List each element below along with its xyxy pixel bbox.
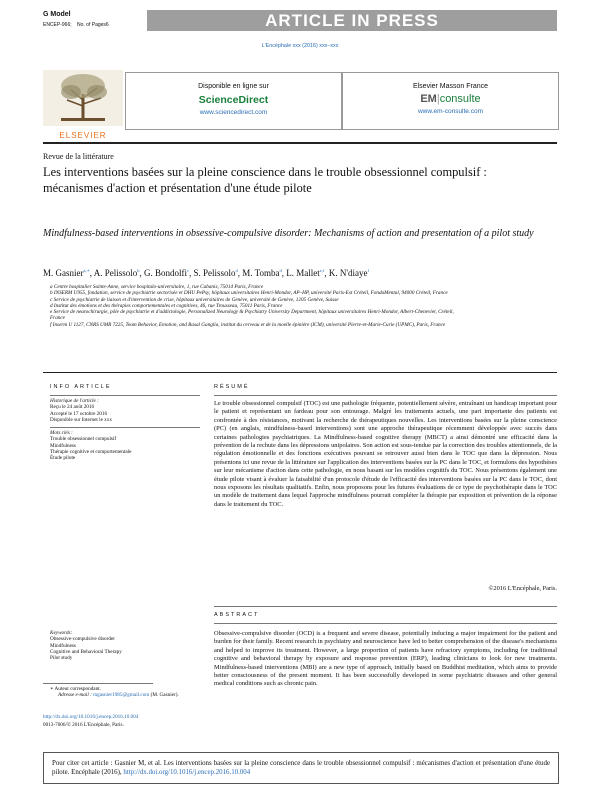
author-sup: d: [279, 268, 282, 273]
elsevier-wordmark: ELSEVIER: [59, 131, 107, 140]
sciencedirect-link[interactable]: www.sciencedirect.com: [199, 109, 268, 116]
affiliation: e Service de neurochirurgie, pôle de psychiatrie et d'addictologie, Personalized Neurology & Psychiatry University Department, hôpitaux universitaires Henri-Mondor, Albert-Chenevier, Créteil, France: [50, 309, 454, 322]
issn-line: 0013-7006/© 2016 L'Encéphale, Paris.: [43, 722, 124, 728]
author[interactable]: L. Mallet: [286, 268, 320, 278]
author-sup: a,∗: [83, 268, 90, 273]
emconsulte-box: [342, 72, 559, 130]
author[interactable]: K. N'diaye: [328, 268, 368, 278]
doi-link[interactable]: http://dx.doi.org/10.1016/j.encep.2016.10.004: [43, 714, 139, 720]
author-sup: b: [137, 268, 140, 273]
email-owner: (M. Gasnier).: [150, 692, 179, 699]
keyword-fr: Mindfulness: [50, 442, 76, 449]
consulte-brand-part: consulte: [439, 93, 481, 105]
available-online-label: Disponible en ligne sur: [198, 83, 269, 90]
author-sup: d: [235, 268, 238, 273]
resume-rule: [214, 395, 557, 396]
author[interactable]: G. Bondolfi: [143, 268, 187, 278]
keywords-block: [50, 630, 200, 661]
history-item: Disponible sur Internet le xxx: [50, 416, 112, 423]
motscles-label: Mots clés :: [50, 430, 73, 436]
author[interactable]: S. Pelissolo: [193, 268, 236, 278]
info-heading: INFO ARTICLE: [50, 384, 112, 390]
resume-copyright: ©2016 L'Encéphale, Paris.: [488, 585, 557, 592]
article-title-fr: Les interventions basées sur la pleine conscience dans le trouble obsessionnel compulsif : mécanismes d'action et présentation d'une étude pilote: [43, 165, 487, 195]
cite-text: [52, 759, 550, 777]
affiliation: c Service de psychiatrie de liaison et d'intervention de crise, hôpitaux universitaires de Genève, université de Genève, 1205 Genève, Suisse: [50, 296, 339, 303]
history-rule: [50, 427, 200, 428]
journal-code-text: ENCEP-966;: [43, 22, 72, 28]
affiliation: b INSERM U955, fondation, service de psychiatrie sectorisée et DHU PePsy, hôpitaux universitaires Henri-Mondor, AP–HP, université Paris-Est Créteil, FondaMental, 94000 Créteil, France: [50, 290, 448, 297]
corresponding-author-note: ∗ Auteur correspondant.: [50, 686, 101, 692]
em-brand-part: EM: [420, 93, 437, 105]
resume-heading: RÉSUMÉ: [214, 384, 250, 390]
keyword-fr: Thérapie cognitive et comportementale: [50, 448, 132, 455]
author-sup: f: [367, 268, 369, 273]
cite-doi-link[interactable]: http://dx.doi.org/10.1016/j.encep.2016.10.004: [123, 769, 251, 776]
sciencedirect-box: [125, 72, 342, 130]
affiliation: f Inserm U 1127, CNRS UMR 7225, Team Behavior, Emotion, and Basal Ganglia, institut du cerveau et de la moelle épinière (ICM), université Pierre-et-Marie-Curie (UPMC), Paris, France: [50, 321, 446, 328]
resume-text: Le trouble obsessionnel compulsif (TOC) est une pathologie fréquente, potentiellement sévère, entraînant un handicap important pour le patient et représentant un fardeau pour son entourage. Malgré les traitements actuels, une part importante des patients est confrontée à des résistances, motivant la recherche de thérapeutiques nouvelles. Les interventions basées sur la pleine conscience (PC) (en anglais, mindfulness-based interventions) sont une approche thérapeutique récemment développée avec succès dans certaines pathologies psychiatriques. La Mindfulness-based cognitive therapy (MBCT) a ainsi démontré une efficacité dans la prévention de la rechute dans les dépressions unipolaires. Son action est sous-tendue par la correction des troubles attentionnels, de la régulation émotionnelle et des fonctions exécutives pouvant se retrouver aussi bien dans le TOC que dans la dépression. Nous présentons ici une revue de la littérature sur l'application des interventions basées sur la PC dans le TOC, et formulons des hypothèses sur leur mécanisme d'action dans cette pathologie, en nous basant sur les modèles cognitifs du TOC. Nous présentons également une étude pilote visant à évaluer la faisabilité d'un protocole d'étude de l'efficacité des interventions basées sur la PC dans le TOC, dont nous exposons les résultats qualitatifs. Enfin, nous proposons pour les futures évaluations de ce type de psychothérapie dans le TOC un modèle de traitement dans lequel l'approche mindfulness pourrait compléter la thérapie par exposition et prévention de la réponse dans le traitement du TOC.: [214, 400, 557, 508]
abstract-text: Obsessive-compulsive disorder (OCD) is a frequent and severe disease, potentially inducing a major impairment for the patient and burden for their family. Recent research in psychiatry and neuroscience have led to better comprehension of the disease's mechanisms and helped to improve its treatment. However, a large proportion of patients have refractory symptoms, including for traditional cognitive and behavioral therapy by exposure and response prevention (ERP), leading clinicians to look for new treatments. Mindfulness-based interventions (MBI) are a new type of approach, initially based on Buddhist meditation, which aims to provide better consciousness of the present moment. It has been successfully developed in some psychiatric diseases and other general medical conditions such as chronic pain.: [214, 630, 557, 688]
article-title-en: Mindfulness-based interventions in obsessive-compulsive disorder: Mechanisms of action and presentation of a pilot study: [43, 228, 534, 239]
gmodel-label: G Model: [43, 11, 71, 18]
keyword-en: Pilot study: [50, 655, 73, 662]
info-rule: [50, 395, 200, 396]
footnotes: [50, 686, 450, 699]
keyword-en: Mindfulness: [50, 642, 76, 649]
abstract-heading: ABSTRACT: [214, 612, 260, 618]
author[interactable]: A. Pelissolo: [93, 268, 138, 278]
journal-code: [43, 22, 109, 28]
abstract-rule: [214, 623, 557, 624]
header-divider: [43, 142, 557, 144]
cite-box: [43, 752, 559, 784]
keyword-en: Cognitive and Behavioral Therapy: [50, 648, 122, 655]
journal-citation-line: L'Encéphale xxx (2016) xxx–xxx: [261, 43, 339, 49]
cite-lead: Pour citer cet article : Gasnier M, et al. Les interventions basées sur la pleine conscience dans le trouble obsessionnel compulsif : mécanismes d'action et présentation d'une étude pilote. Encéphale (2016),: [52, 760, 550, 776]
email-label: Adresse e-mail :: [58, 692, 92, 699]
sciencedirect-brand: ScienceDirect: [198, 94, 269, 106]
keyword-en: Obsessive-compulsive disorder: [50, 636, 115, 643]
history-label: Historique de l'article :: [50, 398, 99, 404]
emconsulte-brand: [343, 93, 558, 105]
keyword-fr: Trouble obsessionnel compulsif: [50, 436, 117, 443]
affiliation: d Institut des émotions et des thérapies comportementales et cognitives, 46, rue Trousseau, 75011 Paris, France: [50, 302, 283, 309]
author[interactable]: M. Tomba: [242, 268, 280, 278]
history-item: Reçu le 24 août 2016: [50, 404, 95, 411]
article-category: Revue de la littérature: [43, 152, 114, 161]
history-item: Accepté le 17 octobre 2016: [50, 410, 108, 417]
affiliation: a Centre hospitalier Sainte-Anne, service hospitalo-universitaire, 1, rue Cabanis, 75014 Paris, France: [50, 284, 264, 290]
author-list: M. Gasnier$^{a,∗}$, A. Pelissolo$^b$, G. Bondolfi$^c$, S. Pelissolo$^d$, M. Tomba$^d$, L. Mallet$^{e,f}$, K. N'diaye$^f$: [43, 268, 369, 278]
publisher-name: Elsevier Masson France: [412, 83, 489, 90]
emconsulte-link[interactable]: www.em-consulte.com: [417, 108, 484, 115]
elsevier-logo: [43, 70, 123, 140]
email-line: [50, 692, 450, 698]
page-count: No. of Pages6: [77, 22, 109, 28]
author-sup: c: [186, 268, 189, 273]
keywords-label: Keywords:: [50, 630, 73, 636]
footnote-rule: [43, 683, 153, 684]
keyword-fr: Étude pilote: [50, 455, 76, 462]
abstract-top-rule: [214, 606, 557, 607]
history-block: [50, 398, 200, 423]
affiliation-divider: [43, 372, 557, 373]
author[interactable]: M. Gasnier: [43, 268, 84, 278]
affiliations: [50, 284, 470, 328]
article-in-press-banner: ARTICLE IN PRESS: [147, 10, 557, 31]
brand-divider: |: [436, 93, 440, 105]
motscles-block: [50, 430, 200, 461]
elsevier-tree-icon: [43, 70, 123, 126]
author-sup: e,f: [319, 268, 325, 273]
email-link[interactable]: mgasnier1985@gmail.com: [93, 692, 150, 699]
